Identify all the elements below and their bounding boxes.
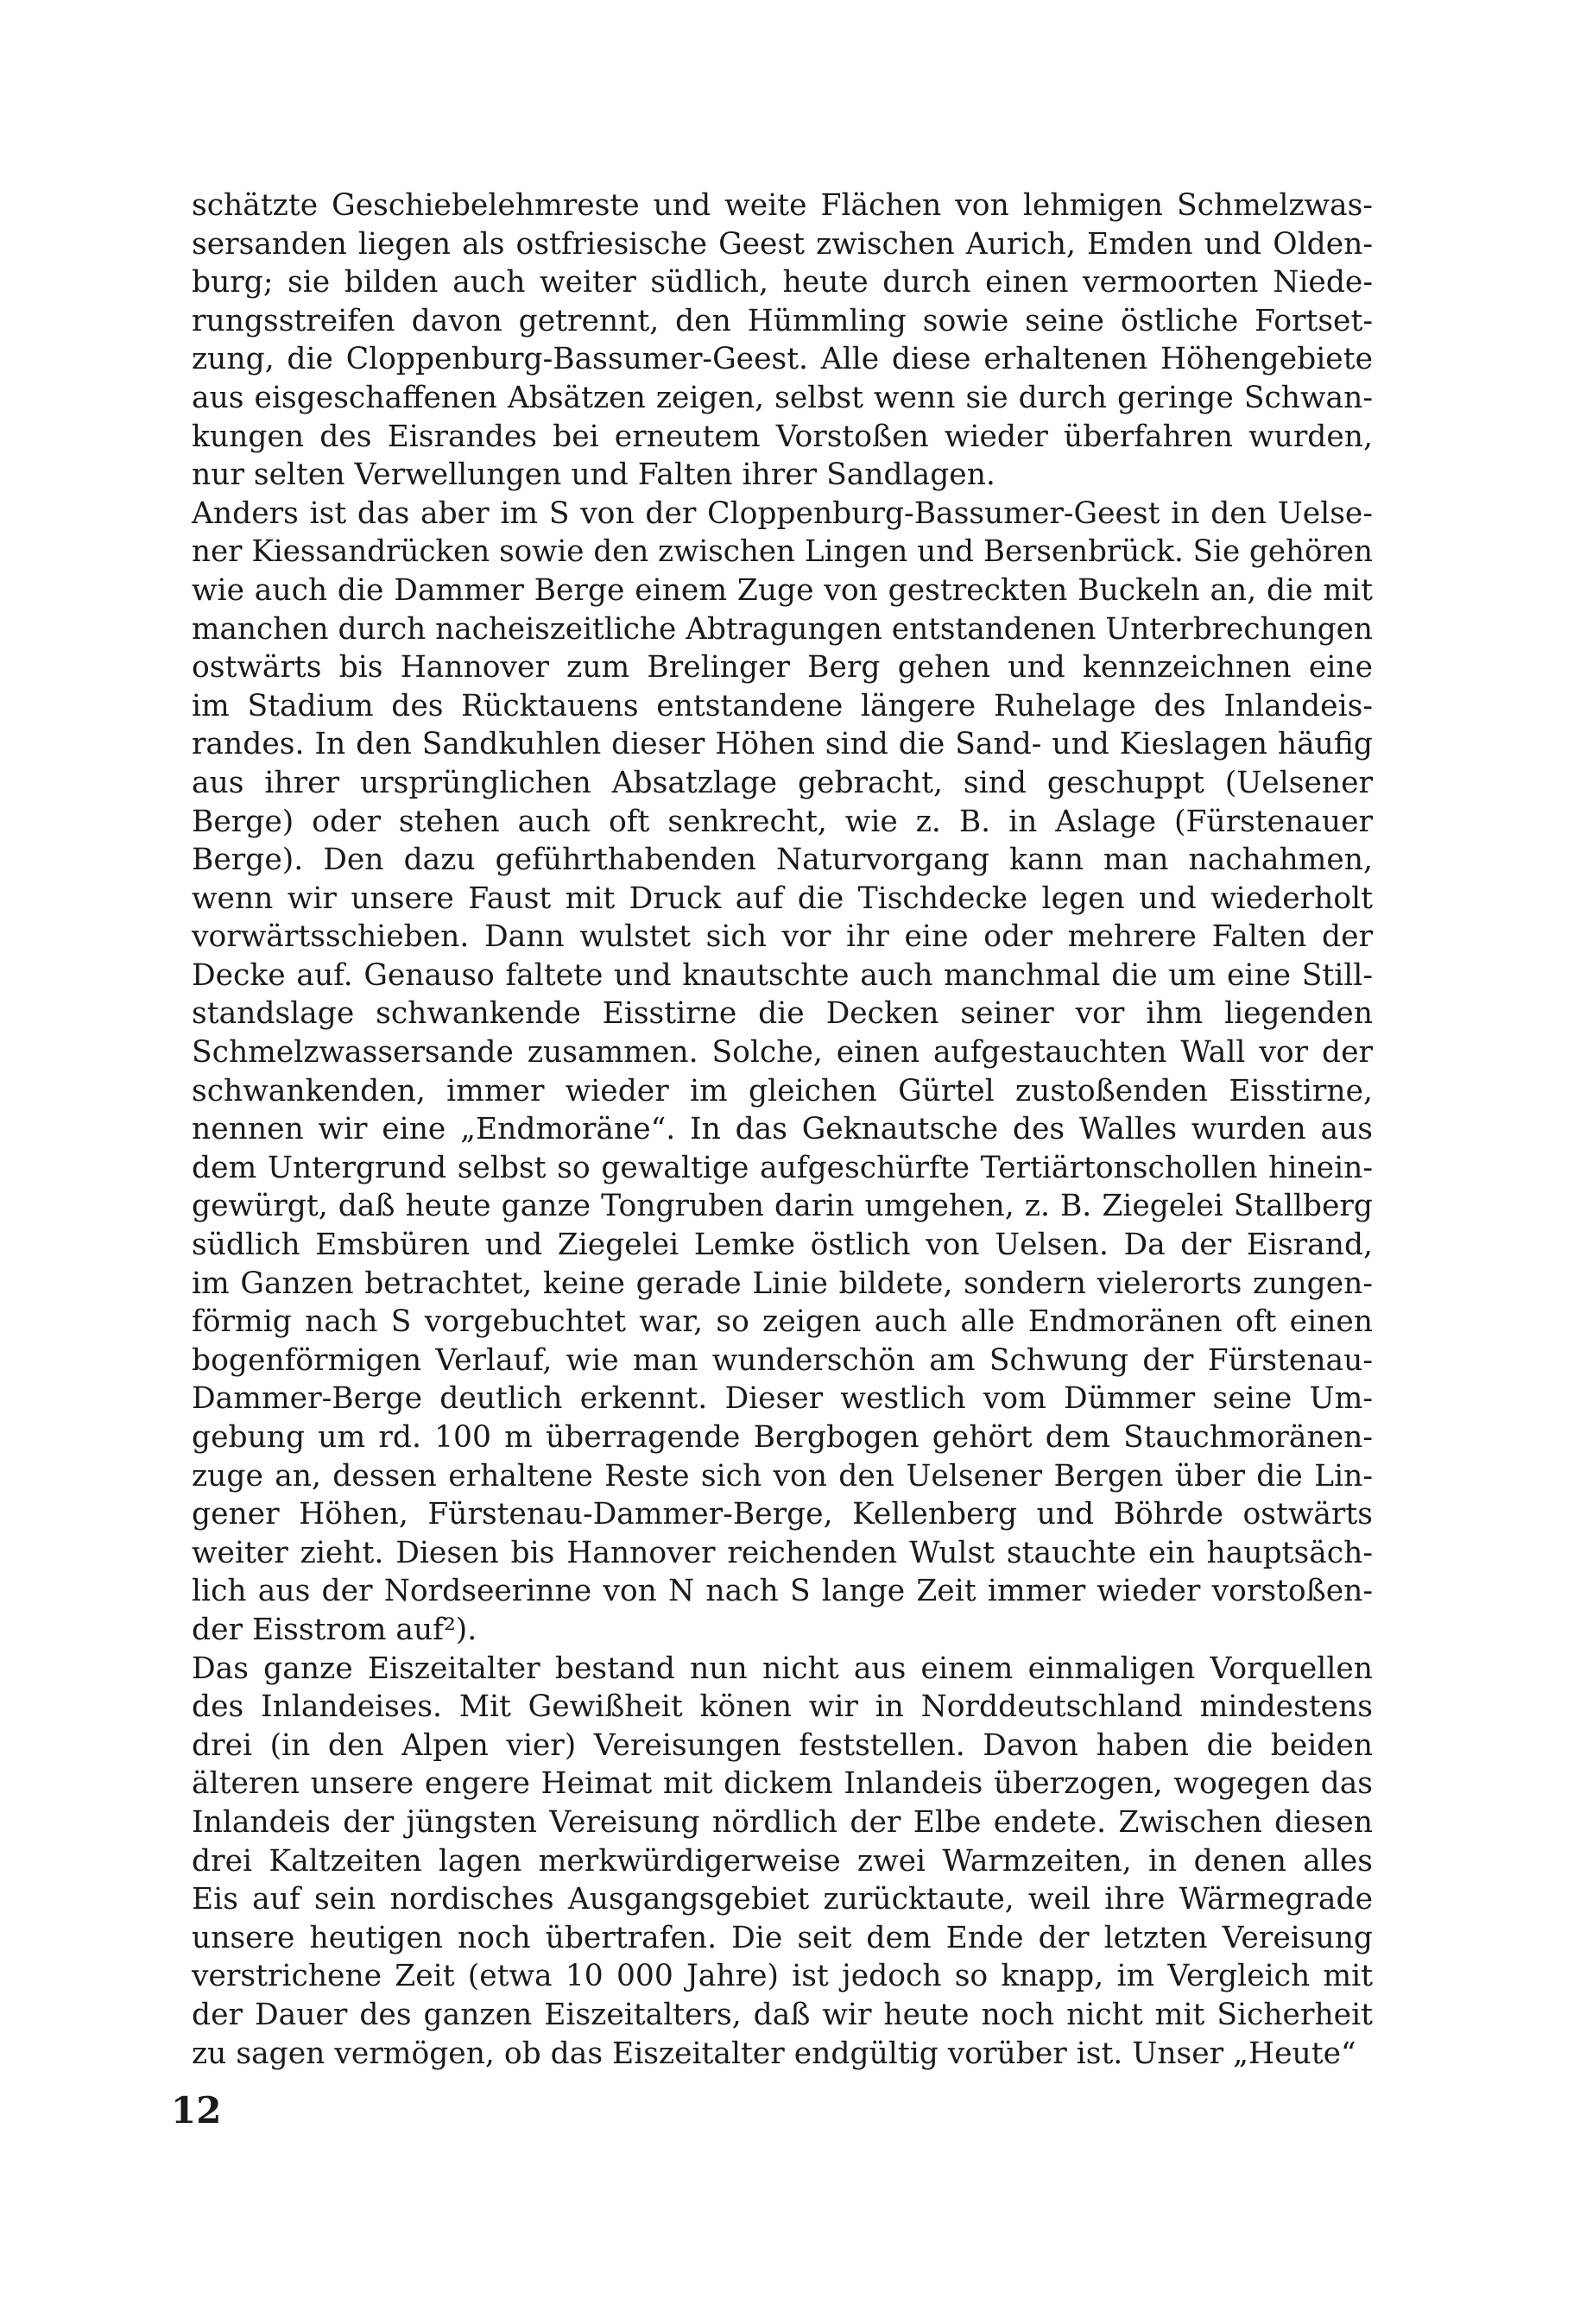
text-line: randes. In den Sandkuhlen dieser Höhen sind die Sand- und Kieslagen häufig (192, 727, 1373, 762)
text-line: verstrichene Zeit (etwa 10 000 Jahre) ist jedoch so knapp, im Vergleich mit (192, 1959, 1373, 1994)
text-line: zung, die Cloppenburg-Bassumer-Geest. Alle diese erhaltenen Höhengebiete (192, 342, 1373, 377)
text-line: Das ganze Eiszeitalter bestand nun nicht aus einem einmaligen Vorquellen (192, 1651, 1373, 1686)
text-line: zuge an, dessen erhaltene Reste sich von den Uelsener Bergen über die Lin- (192, 1458, 1373, 1494)
text-line: gebung um rd. 100 m überragende Bergbogen gehört dem Stauchmoränen- (192, 1420, 1373, 1455)
text-line: im Stadium des Rücktauens entstandene längere Ruhelage des Inlandeis- (192, 688, 1373, 723)
text-line: standslage schwankende Eisstirne die Decken seiner vor ihm liegenden (192, 996, 1373, 1032)
page-body (192, 186, 1373, 2073)
text-line: schätzte Geschiebelehmreste und weite Flächen von lehmigen Schmelzwas- (192, 188, 1373, 223)
text-line: Schmelzwassersande zusammen. Solche, einen aufgestauchten Wall vor der (192, 1035, 1373, 1070)
text-line: älteren unsere engere Heimat mit dickem Inlandeis überzogen, wogegen das (192, 1766, 1373, 1802)
text-line: Anders ist das aber im S von der Cloppenburg-Bassumer-Geest in den Uelse- (192, 496, 1373, 531)
text-line: wenn wir unsere Faust mit Druck auf die Tischdecke legen und wiederholt (192, 881, 1373, 916)
text-line: bogenförmigen Verlauf, wie man wunderschön am Schwung der Fürstenau- (192, 1342, 1373, 1378)
text-line: lich aus der Nordseerinne von N nach S lange Zeit immer wieder vorstoßen- (192, 1574, 1373, 1609)
text-line: Dammer-Berge deutlich erkennt. Dieser westlich vom Dümmer seine Um- (192, 1381, 1373, 1417)
text-line: wie auch die Dammer Berge einem Zuge von gestreckten Buckeln an, die mit (192, 572, 1373, 608)
text-line: weiter zieht. Diesen bis Hannover reichenden Wulst stauchte ein hauptsäch- (192, 1535, 1373, 1570)
text-line: Inlandeis der jüngsten Vereisung nördlich der Elbe endete. Zwischen diesen (192, 1804, 1373, 1840)
text-line: dem Untergrund selbst so gewaltige aufgeschürfte Tertiärtonschollen hinein- (192, 1150, 1373, 1185)
paragraph (192, 1650, 1373, 2074)
text-line: gewürgt, daß heute ganze Tongruben darin umgehen, z. B. Ziegelei Stallberg (192, 1189, 1373, 1224)
text-line: drei (in den Alpen vier) Vereisungen feststellen. Davon haben die beiden (192, 1727, 1373, 1763)
text-line: Berge). Den dazu geführthabenden Naturvorgang kann man nachahmen, (192, 843, 1373, 878)
text-line: drei Kaltzeiten lagen merkwürdigerweise zwei Warmzeiten, in denen alles (192, 1843, 1373, 1879)
paragraph (192, 186, 1373, 495)
text-line: südlich Emsbüren und Ziegelei Lemke östlich von Uelsen. Da der Eisrand, (192, 1228, 1373, 1263)
text-line: kungen des Eisrandes bei erneutem Vorstoßen wieder überfahren wurden, (192, 419, 1373, 454)
text-line: burg; sie bilden auch weiter südlich, heute durch einen vermoorten Niede- (192, 265, 1373, 300)
page-number: 12 (171, 2089, 222, 2131)
text-line: nennen wir eine „Endmoräne“. In das Geknautsche des Walles wurden aus (192, 1112, 1373, 1147)
text-line: der Dauer des ganzen Eiszeitalters, daß wir heute noch nicht mit Sicherheit (192, 1997, 1373, 2032)
text-line: manchen durch nacheiszeitliche Abtragungen entstandenen Unterbrechungen (192, 611, 1373, 647)
text-line: unsere heutigen noch übertrafen. Die seit dem Ende der letzten Vereisung (192, 1920, 1373, 1955)
text-line: Eis auf sein nordisches Ausgangsgebiet zurücktaute, weil ihre Wärmegrade (192, 1882, 1373, 1917)
text-line: aus ihrer ursprünglichen Absatzlage gebracht, sind geschuppt (Uelsener (192, 765, 1373, 800)
text-line: nur selten Verwellungen und Falten ihrer Sandlagen. (192, 458, 995, 493)
text-line: förmig nach S vorgebuchtet war, so zeigen auch alle Endmoränen oft einen (192, 1304, 1373, 1340)
text-line: schwankenden, immer wieder im gleichen Gürtel zustoßenden Eisstirne, (192, 1073, 1373, 1108)
text-line: aus eisgeschaffenen Absätzen zeigen, selbst wenn sie durch geringe Schwan- (192, 380, 1373, 415)
text-line: Decke auf. Genauso faltete und knautschte auch manchmal die um eine Still- (192, 957, 1373, 993)
text-line: ner Kiessandrücken sowie den zwischen Lingen und Bersenbrück. Sie gehören (192, 534, 1373, 570)
text-line: Berge) oder stehen auch oft senkrecht, wie z. B. in Aslage (Fürstenauer (192, 804, 1373, 839)
text-line: zu sagen vermögen, ob das Eiszeitalter endgültig vorüber ist. Unser „Heute“ (192, 2036, 1356, 2071)
text-line: des Inlandeises. Mit Gewißheit könen wir in Norddeutschland mindestens (192, 1689, 1373, 1725)
text-line: gener Höhen, Fürstenau-Dammer-Berge, Kellenberg und Böhrde ostwärts (192, 1497, 1373, 1532)
text-line: vorwärtsschieben. Dann wulstet sich vor ihr eine oder mehrere Falten der (192, 919, 1373, 955)
text-line: ostwärts bis Hannover zum Brelinger Berg gehen und kennzeichnen eine (192, 650, 1373, 685)
paragraph (192, 495, 1373, 1650)
text-line: der Eisstrom auf²). (192, 1612, 477, 1647)
text-line: im Ganzen betrachtet, keine gerade Linie bildete, sondern vielerorts zungen- (192, 1266, 1373, 1301)
text-line: rungsstreifen davon getrennt, den Hümmling sowie seine östliche Fortset- (192, 303, 1373, 338)
text-line: sersanden liegen als ostfriesische Geest zwischen Aurich, Emden und Olden- (192, 226, 1373, 262)
